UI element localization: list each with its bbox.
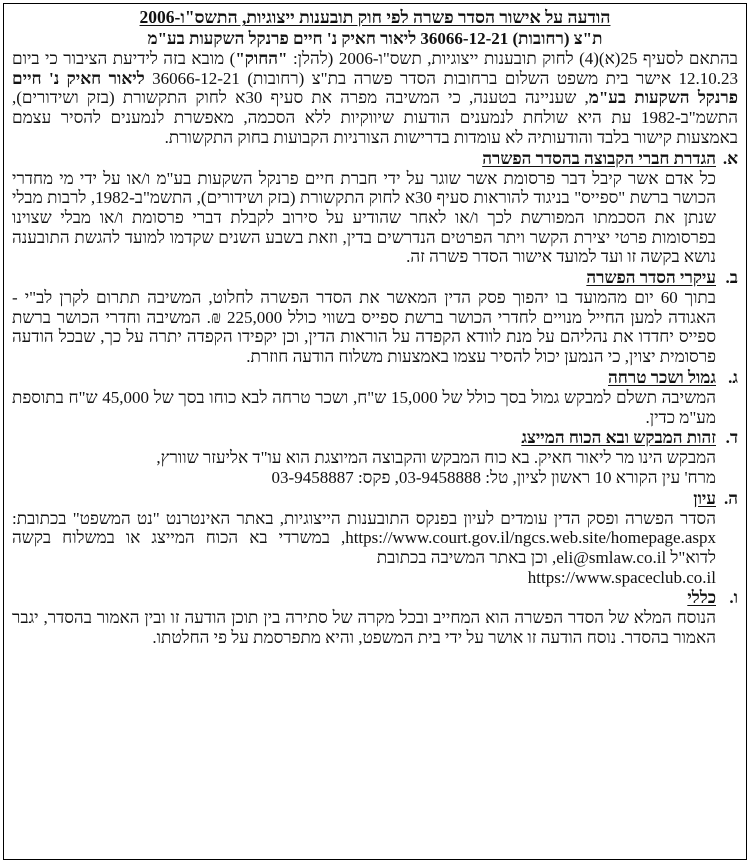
section-f-body: הנוסח המלא של הסדר הפשרה הוא המחייב ובכל מקרה של סתירה בין תוכן הודעה זו ובין האמור בהסדר, יגבר האמור בהסדר. נוסח הודעה זו אושר על ידי בית המשפט, והיא מתפרסמת על פי החלטתו. [12,608,716,648]
section-e-title: עיון [693,488,716,508]
section-f-heading [12,588,738,608]
section-c-title: גמול ושכר טרחה [608,367,716,387]
section-c-body: המשיבה תשלם למבקש גמול בסך כולל של 15,000 ש"ח, ושכר טרחה לבא כוחו בסך של 45,000 ש"ח בתוספת מע"מ כדין. [12,387,716,427]
section-f-title: כללי [687,588,716,608]
section-e-text-2: , במשרדי בא הכוח המייצג או במשלוח בקשה לדוא"ל [12,528,716,568]
law-term: "החוק" [235,49,288,68]
section-b-title: עיקרי הסדר הפשרה [586,268,716,288]
court-website-link[interactable]: https://www.court.gov.il/ngcs.web.site/homepage.aspx [345,528,716,548]
section-e-letter: ה. [723,488,738,508]
intro-paragraph [12,49,738,148]
section-a-body: כל אדם אשר קיבל דבר פרסומת אשר שוגר על ידי חברת חיים פרנקל השקעות בע"מ ו/או על ידי מי מחדרי הכושר ברשת "ספייס" בניגוד להוראות סעיף 30א לחוק התקשורת (בזק ושידורים), התשמ"ב-1982, לרבות מבלי שנתן את הסכמתו המפורשת לכך ו/או לאחר שהודיע על סירוב לקבלת דברי פרסומת ו/או מבלי שצוינו בפרסומות פרטי יצירת הקשר ויתר הפרטים הנדרשים בדין, וזאת בשבע השנים שקדמו למועד להגשת התובענה נושא בקשה זו ועד למועד אישור הסדר פשרה זה. [12,168,716,267]
section-d-title: זהות המבקש ובא הכוח המייצג [521,428,716,448]
notice-title: הודעה על אישור הסדר פשרה לפי חוק תובענות ייצוגיות, התשס"ו-2006 [139,7,611,27]
section-b-body: בתוך 60 יום מהמועד בו יהפוך פסק הדין המאשר את הסדר הפשרה לחלוט, המשיבה תתרום לקרן לב"י - האגודה למען החייל מנויים לחדרי הכושר ברשת ספייס בשווי כולל 225,000 ₪. המשיבה וחדרי הכושר ברשת ספייס יחדדו את נהליהם על מנת לוודא הקפדה על הוראות הדין, וכן יקפידו הקפדה יתרה על כך, שבכל הודעה פרסומית יצוין, כי הנמען יכול להסיר עצמו באמצעות משלוח הודעה חוזרת. [12,288,716,367]
section-e-text-1: הסדר הפשרה ופסק הדין עומדים לעיון בפנקס התובענות הייצוגיות, באתר האינטרנט "נט המשפט" בכתובת: [12,508,716,528]
section-e-body [12,509,738,588]
spaceclub-website-link[interactable]: https://www.spaceclub.co.il [527,567,716,587]
section-e-heading [12,489,738,509]
case-name-bold: ליאור חאיק נ' חיים פרנקל השקעות בע"מ [12,68,738,108]
section-e-text-3: , וכן באתר המשיבה בכתובת [376,548,557,568]
section-d-line-1: המבקש הינו מר ליאור חאיק. בא כוח המבקש והקבוצה המיוצגת הוא עו"ד אליעזר שוורץ, [156,448,716,468]
section-a-heading [12,149,738,169]
section-a-title: הגדרת חברי הקבוצה בהסדר הפשרה [482,148,716,168]
section-d-contact-line: מרח' עין הקורא 10 ראשון לציון, טל: 03-9458888, פקס: 03-9458887 [271,467,716,487]
intro-text-2: ) מובא בזה לידיעת הציבור כי ביום 12.10.23 אישר בית משפט השלום ברחובות הסדר פשרה בת"צ (רחובות) 36066-12-21 [12,49,738,88]
section-c-letter: ג. [728,367,738,387]
section-b-letter: ב. [725,268,738,288]
section-d-letter: ד. [725,428,738,448]
section-a-letter: א. [722,148,738,168]
email-link[interactable]: eli@smlaw.co.il [556,548,667,568]
section-b-heading [12,268,738,288]
intro-text-3: , שעניינה בטענה, כי המשיבה מפרה את סעיף 30א לחוק התקשורת (בזק ושידורים), התשמ"ב-1982 עת היא שולחת לנמענים הודעות שיווקיות ללא הסכמה, מאפשרת לנמענים להסיר עצמם באמצעות קישור בלבד והודעותיה לא עומדות בדרישות הצורניות הקבועות בחוק התקשורת. [12,88,738,147]
section-f-letter: ו. [729,588,738,608]
case-subtitle: ת"צ (רחובות) 36066-12-21 ליאור חאיק נ' חיים פרנקל השקעות בע"מ [147,29,603,48]
intro-text-1: בהתאם לסעיף 25(א)(4) לחוק תובענות ייצוגיות, תשס"ו-2006 (להלן: [287,49,738,68]
section-c-heading [12,368,738,388]
legal-notice [3,3,747,860]
section-d-heading [12,428,738,448]
